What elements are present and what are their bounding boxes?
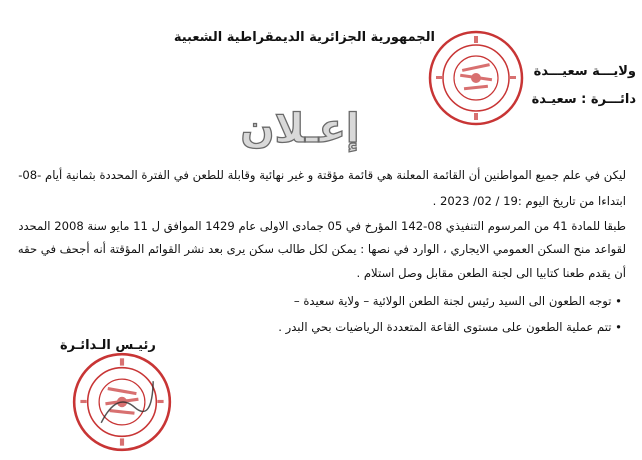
signature-title: رئيـس الـدائـرة [60,338,156,353]
bullet-text-2: تتم عملية الطعون على مستوى القاعة المتعددة الرياضيات بحي البدر . [278,320,612,334]
official-seal-top [426,28,526,128]
bullet-marker: • [611,294,622,308]
body-line-4: لقواعد منح السكن العمومي الايجاري ، الوارد في نصها : يمكن لكل طالب سكن يرى بعد نشر القوائم المؤقتة أنه أجحف في حقه [17,242,626,256]
official-seal-bottom [70,350,174,454]
body-line-1: ليكن في علم جميع المواطنين أن القائمة المعلنة هي قائمة مؤقتة و غير نهائية وقابلة للطعن في الفترة المحددة بثمانية أيام -08- [18,168,626,182]
republic-header: الجمهورية الجزائرية الديمقراطية الشعبية [173,30,435,45]
body-line-5: أن يقدم طعنا كتابيا الى لجنة الطعن مقابل وصل استلام . [356,266,626,280]
bullet-marker: • [611,320,622,334]
bullet-item-1 [294,294,622,308]
body-line-2: ابتداءا من تاريخ اليوم :19 / 02/ 2023 . [432,194,626,208]
wilaya-label: ولايـــة سعيـــدة [533,64,636,79]
body-line-3: طبقا للمادة 41 من المرسوم التنفيذي 08-142 المؤرخ في 05 جمادى الاولى عام 1429 الموافق ل 11 مايو سنة 2008 المحدد [18,219,626,233]
bullet-item-2 [278,320,622,334]
daira-label: دائـــرة : سعيـدة [531,92,636,107]
bullet-text-1: توجه الطعون الى السيد رئيس لجنة الطعن الولائية – ولاية سعيدة – [293,294,612,308]
announcement-title: إعـلان [240,106,360,152]
